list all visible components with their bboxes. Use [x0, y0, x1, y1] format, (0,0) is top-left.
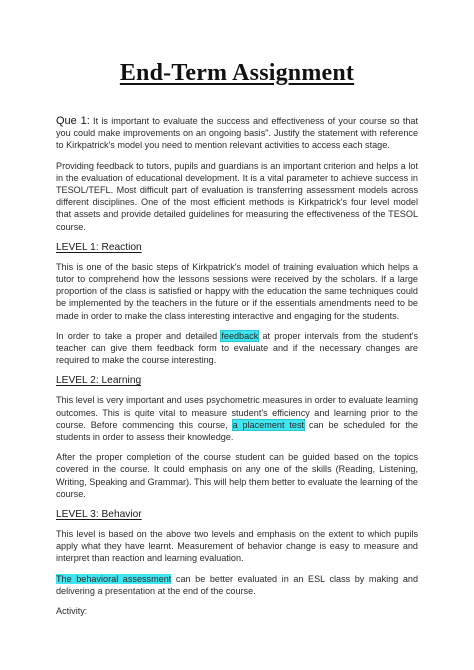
highlight-placement-test: a placement test [232, 419, 305, 430]
level2-paragraph-1 [56, 394, 418, 443]
level1-p2-before: In order to take a proper and detailed [56, 330, 222, 341]
level1-paragraph-2 [56, 330, 418, 367]
level1-heading: LEVEL 1: Reaction [56, 241, 142, 253]
question-label: Que 1: [56, 115, 90, 127]
level3-paragraph-2 [56, 573, 418, 597]
level3-paragraph-1: This level is based on the above two levels and emphasis on the extent to which pupils apply what they have learnt. Measurement of behavior change is easy to measure and interpret than reaction and learning evaluation. [56, 529, 418, 564]
level3-heading: LEVEL 3: Behavior [56, 509, 142, 521]
level3-p2-after: can be better evaluated in an ESL class by making and delivering a presentation at the end of the course. [56, 573, 418, 596]
question-paragraph [56, 115, 418, 152]
activity-label: Activity: [56, 606, 88, 617]
level2-paragraph-2: After the proper completion of the course student can be guided based on the topics covered in the course. It could emphasis on any one of the skills (Reading, Listening, Writing, Speaking and Grammar). This will help them better to evaluate the learning of the course. [56, 452, 418, 499]
level1-p2-after: at proper intervals from the student's teacher can give them feedback form to evaluate and if the necessary changes are required to make the course interesting. [56, 330, 418, 366]
highlight-behavioral-assessment: The behavioral assessment [56, 573, 172, 584]
level1-paragraph-1: This is one of the basic steps of Kirkpatrick's model of training evaluation which helps a tutor to comprehend how the lessons sessions were received by the scholars. If a large proportion of the class is satisfied or happy with the education the same techniques could be implemented by the teachers in the future or if the essentials amendments need to be made in order to make the class interesting interactive and engaging for the students. [56, 261, 418, 321]
document-body [56, 115, 418, 625]
level2-p1-before: This level is very important and uses psychometric measures in order to evaluate learning outcomes. This is quite vital to measure student's efficiency and learning prior to the course. Before commencing this course, [56, 395, 418, 430]
question-text: It is important to evaluate the success and effectiveness of your course so that you could make improvements on an ongoing basis". Justify the statement with reference to Kirkpatrick's model you need to mention relevant activities to access each stage. [56, 116, 419, 151]
level2-heading: LEVEL 2: Learning [56, 375, 142, 387]
intro-paragraph: Providing feedback to tutors, pupils and guardians is an important criterion and helps a lot in the evaluation of educational development. It is a vital parameter to achieve success in TESOL/TEFL. Most difficult part of evaluation is transferring assessment models across different disciplines. One of the most efficient methods is Kirkpatrick's four level model that assets and provide detailed guidelines for measuring the effectiveness of the TESOL course. [56, 160, 418, 232]
page-title: End-Term Assignment [119, 60, 355, 86]
level2-p1-after: can be scheduled for the students in order to assess their knowledge. [56, 419, 418, 443]
highlight-feedback: feedback [221, 330, 259, 341]
